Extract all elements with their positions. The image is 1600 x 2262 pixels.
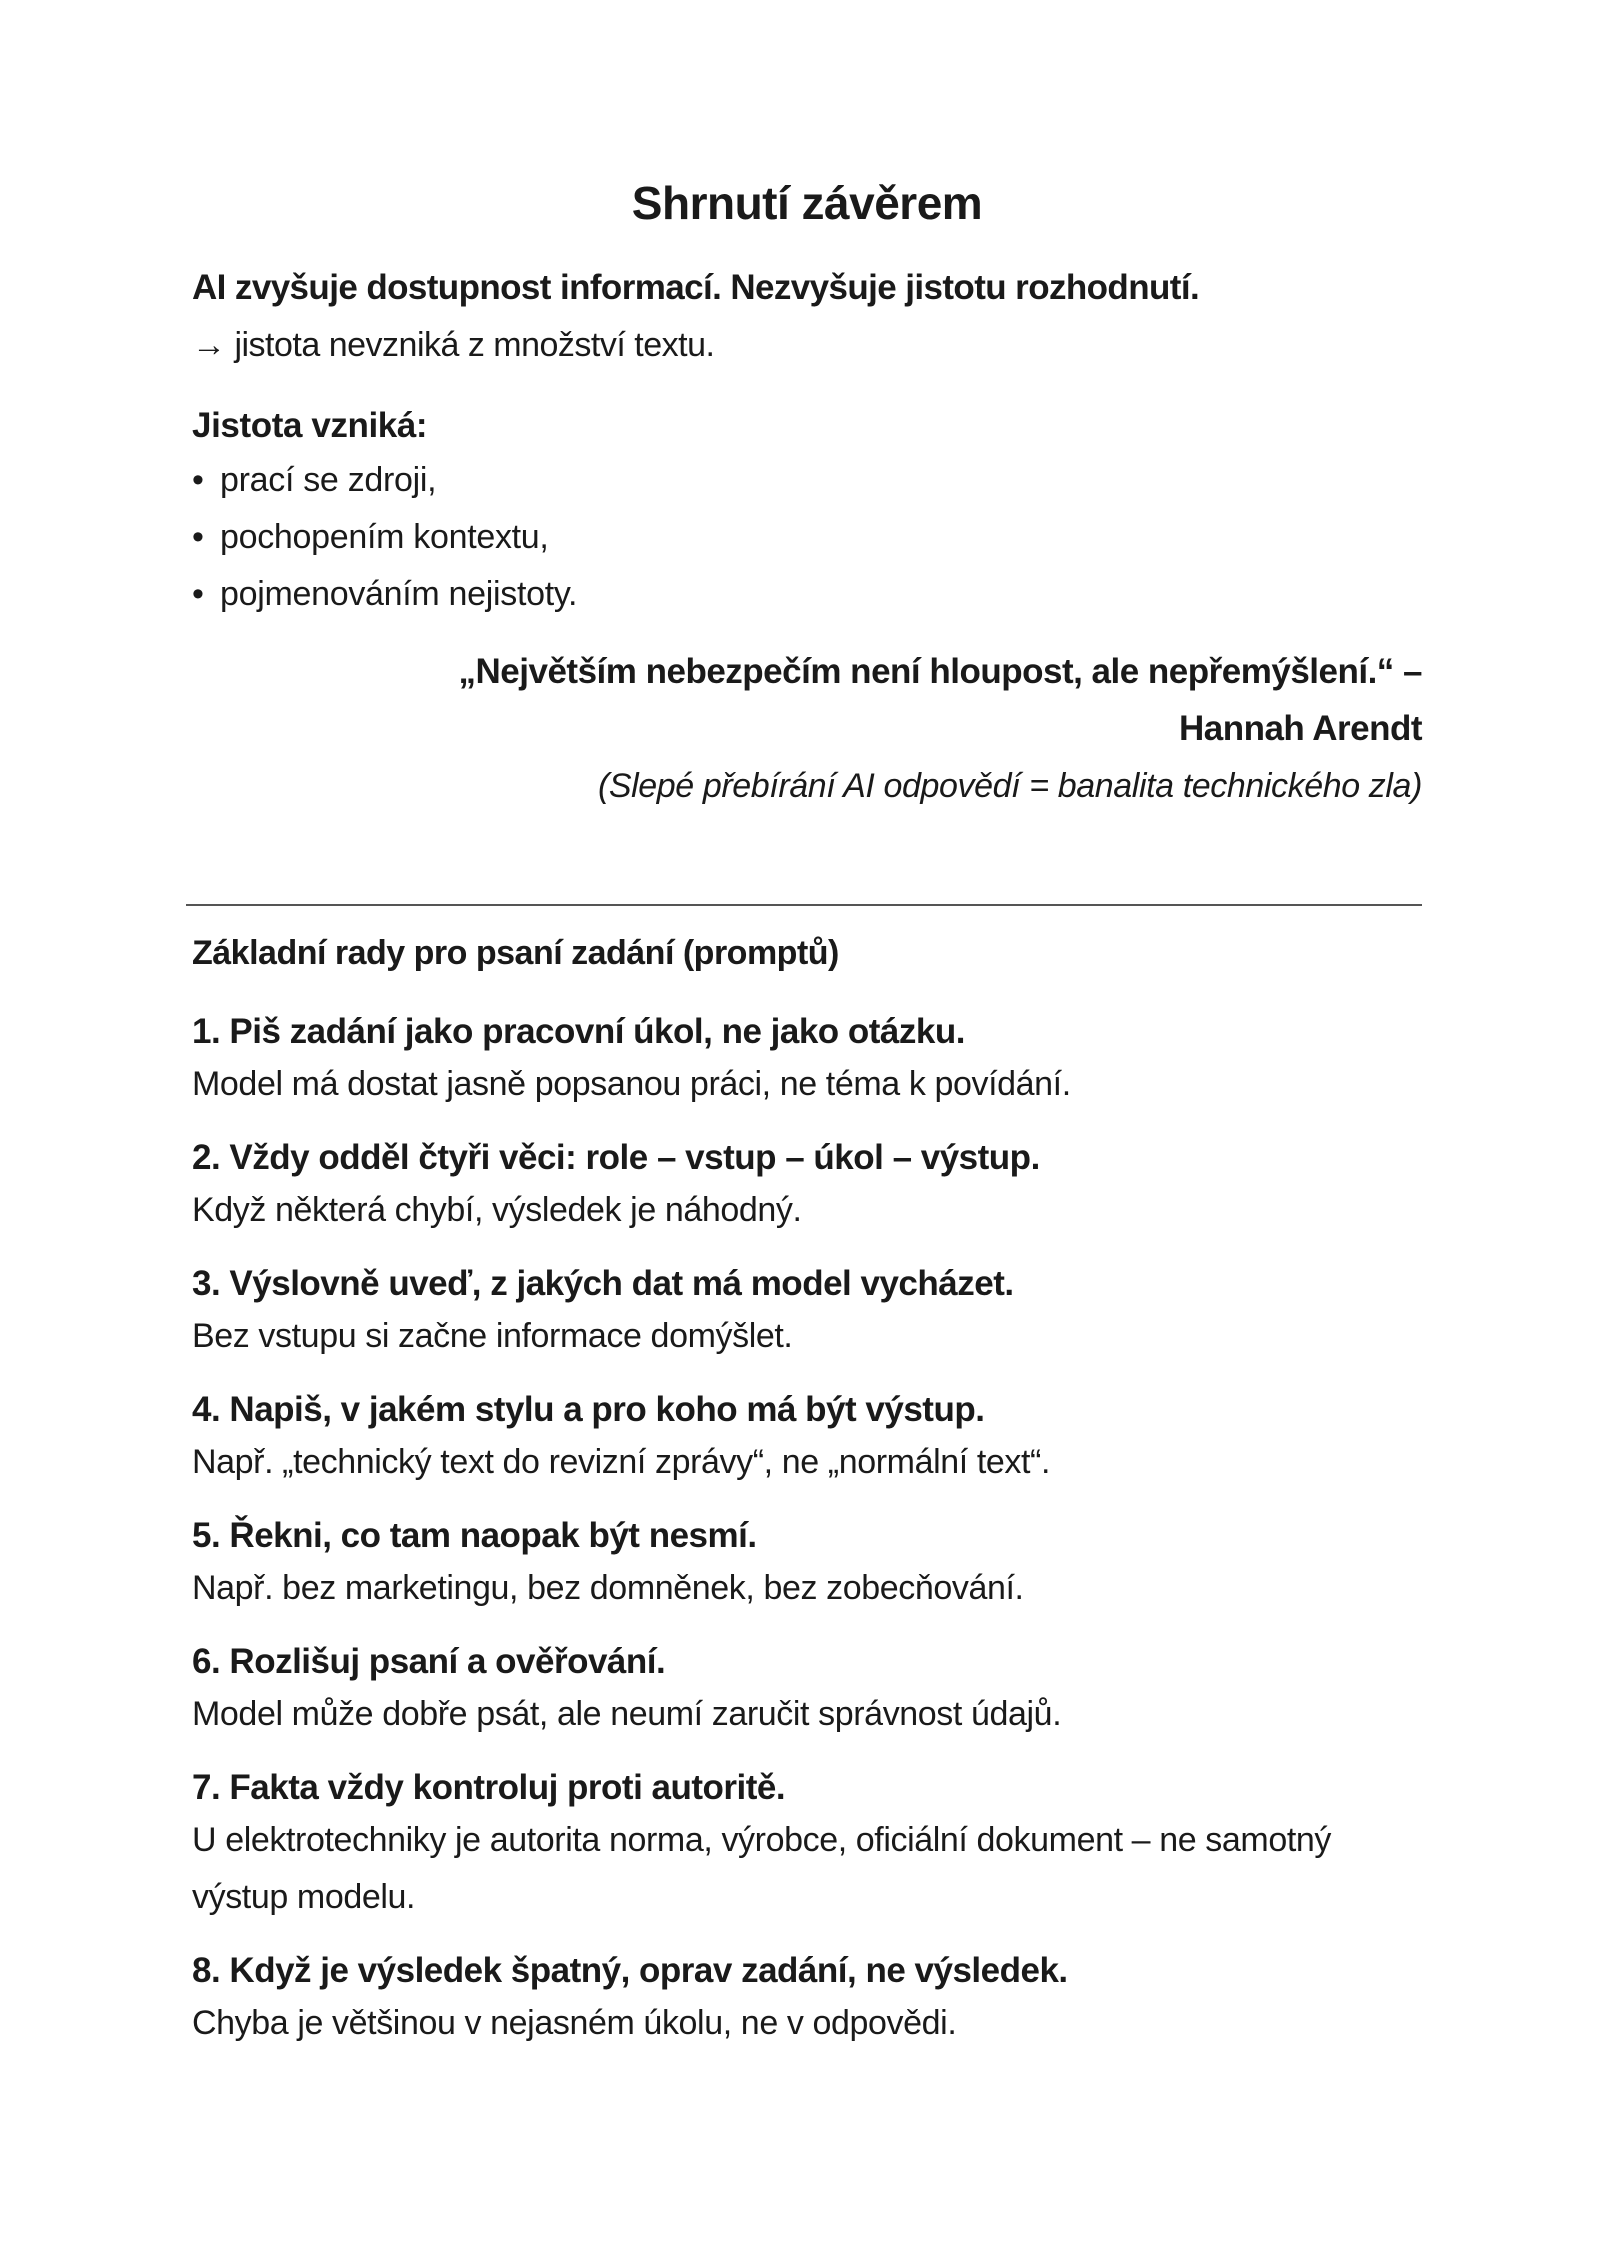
list-item: [192, 574, 577, 631]
summary-note: → jistota nevzniká z množství textu.: [192, 326, 715, 364]
tip-description: Když některá chybí, výsledek je náhodný.: [192, 1191, 802, 1229]
tip-title: 3. Výslovně uveď, z jakých dat má model vycházet.: [192, 1264, 1014, 1303]
bullet-icon: •: [192, 461, 204, 499]
tip-title: 1. Piš zadání jako pracovní úkol, ne jako otázku.: [192, 1012, 965, 1051]
tip-item: [192, 1512, 1432, 1617]
quote-text: „Největším nebezpečím není hloupost, ale nepřemýšlení.“ –: [458, 652, 1422, 691]
tip-description: Např. „technický text do revizní zprávy“, ne „normální text“.: [192, 1443, 1051, 1481]
list-item-text: prací se zdroji,: [220, 461, 437, 499]
section-divider: [186, 904, 1422, 906]
tips-heading: Základní rady pro psaní zadání (promptů): [192, 934, 839, 972]
tip-description: Chyba je většinou v nejasném úkolu, ne v odpovědi.: [192, 2004, 957, 2042]
tip-title: 7. Fakta vždy kontroluj proti autoritě.: [192, 1768, 786, 1807]
list-item-text: pochopením kontextu,: [220, 518, 549, 556]
tips-list: [192, 1008, 1432, 2073]
list-item-text: pojmenováním nejistoty.: [220, 575, 578, 613]
tip-item: [192, 1260, 1432, 1365]
tip-title: 5. Řekni, co tam naopak být nesmí.: [192, 1516, 757, 1555]
bullet-icon: •: [192, 575, 204, 613]
summary-lead: AI zvyšuje dostupnost informací. Nezvyšuje jistotu rozhodnutí.: [192, 268, 1200, 307]
quote-note: (Slepé přebírání AI odpovědí = banalita technického zla): [597, 767, 1422, 805]
tip-item: [192, 1008, 1432, 1113]
tip-title: 6. Rozlišuj psaní a ověřování.: [192, 1642, 666, 1681]
tip-description: Model má dostat jasně popsanou práci, ne téma k povídání.: [192, 1065, 1071, 1103]
certainty-list: [192, 460, 577, 631]
list-item: [192, 460, 577, 517]
tip-title: 8. Když je výsledek špatný, oprav zadání, ne výsledek.: [192, 1951, 1068, 1990]
tip-title: 4. Napiš, v jakém stylu a pro koho má být výstup.: [192, 1390, 985, 1429]
list-item: [192, 517, 577, 574]
certainty-heading: Jistota vzniká:: [192, 406, 428, 445]
tip-description: Model může dobře psát, ale neumí zaručit správnost údajů.: [192, 1695, 1062, 1733]
quote-author: Hannah Arendt: [1178, 709, 1422, 748]
tip-description: U elektrotechniky je autorita norma, výrobce, oficiální dokument – ne samotný výstup modelu.: [192, 1821, 1331, 1916]
tip-item: [192, 1764, 1432, 1926]
tip-item: [192, 1947, 1432, 2052]
tip-description: Např. bez marketingu, bez domněnek, bez zobecňování.: [192, 1569, 1024, 1607]
tip-item: [192, 1638, 1432, 1743]
page-title: Shrnutí závěrem: [631, 177, 983, 229]
tip-title: 2. Vždy odděl čtyři věci: role – vstup – úkol – výstup.: [192, 1138, 1040, 1177]
tip-description: Bez vstupu si začne informace domýšlet.: [192, 1317, 793, 1355]
tip-item: [192, 1134, 1432, 1239]
quote-block: [192, 650, 1422, 808]
bullet-icon: •: [192, 518, 204, 556]
tip-item: [192, 1386, 1432, 1491]
